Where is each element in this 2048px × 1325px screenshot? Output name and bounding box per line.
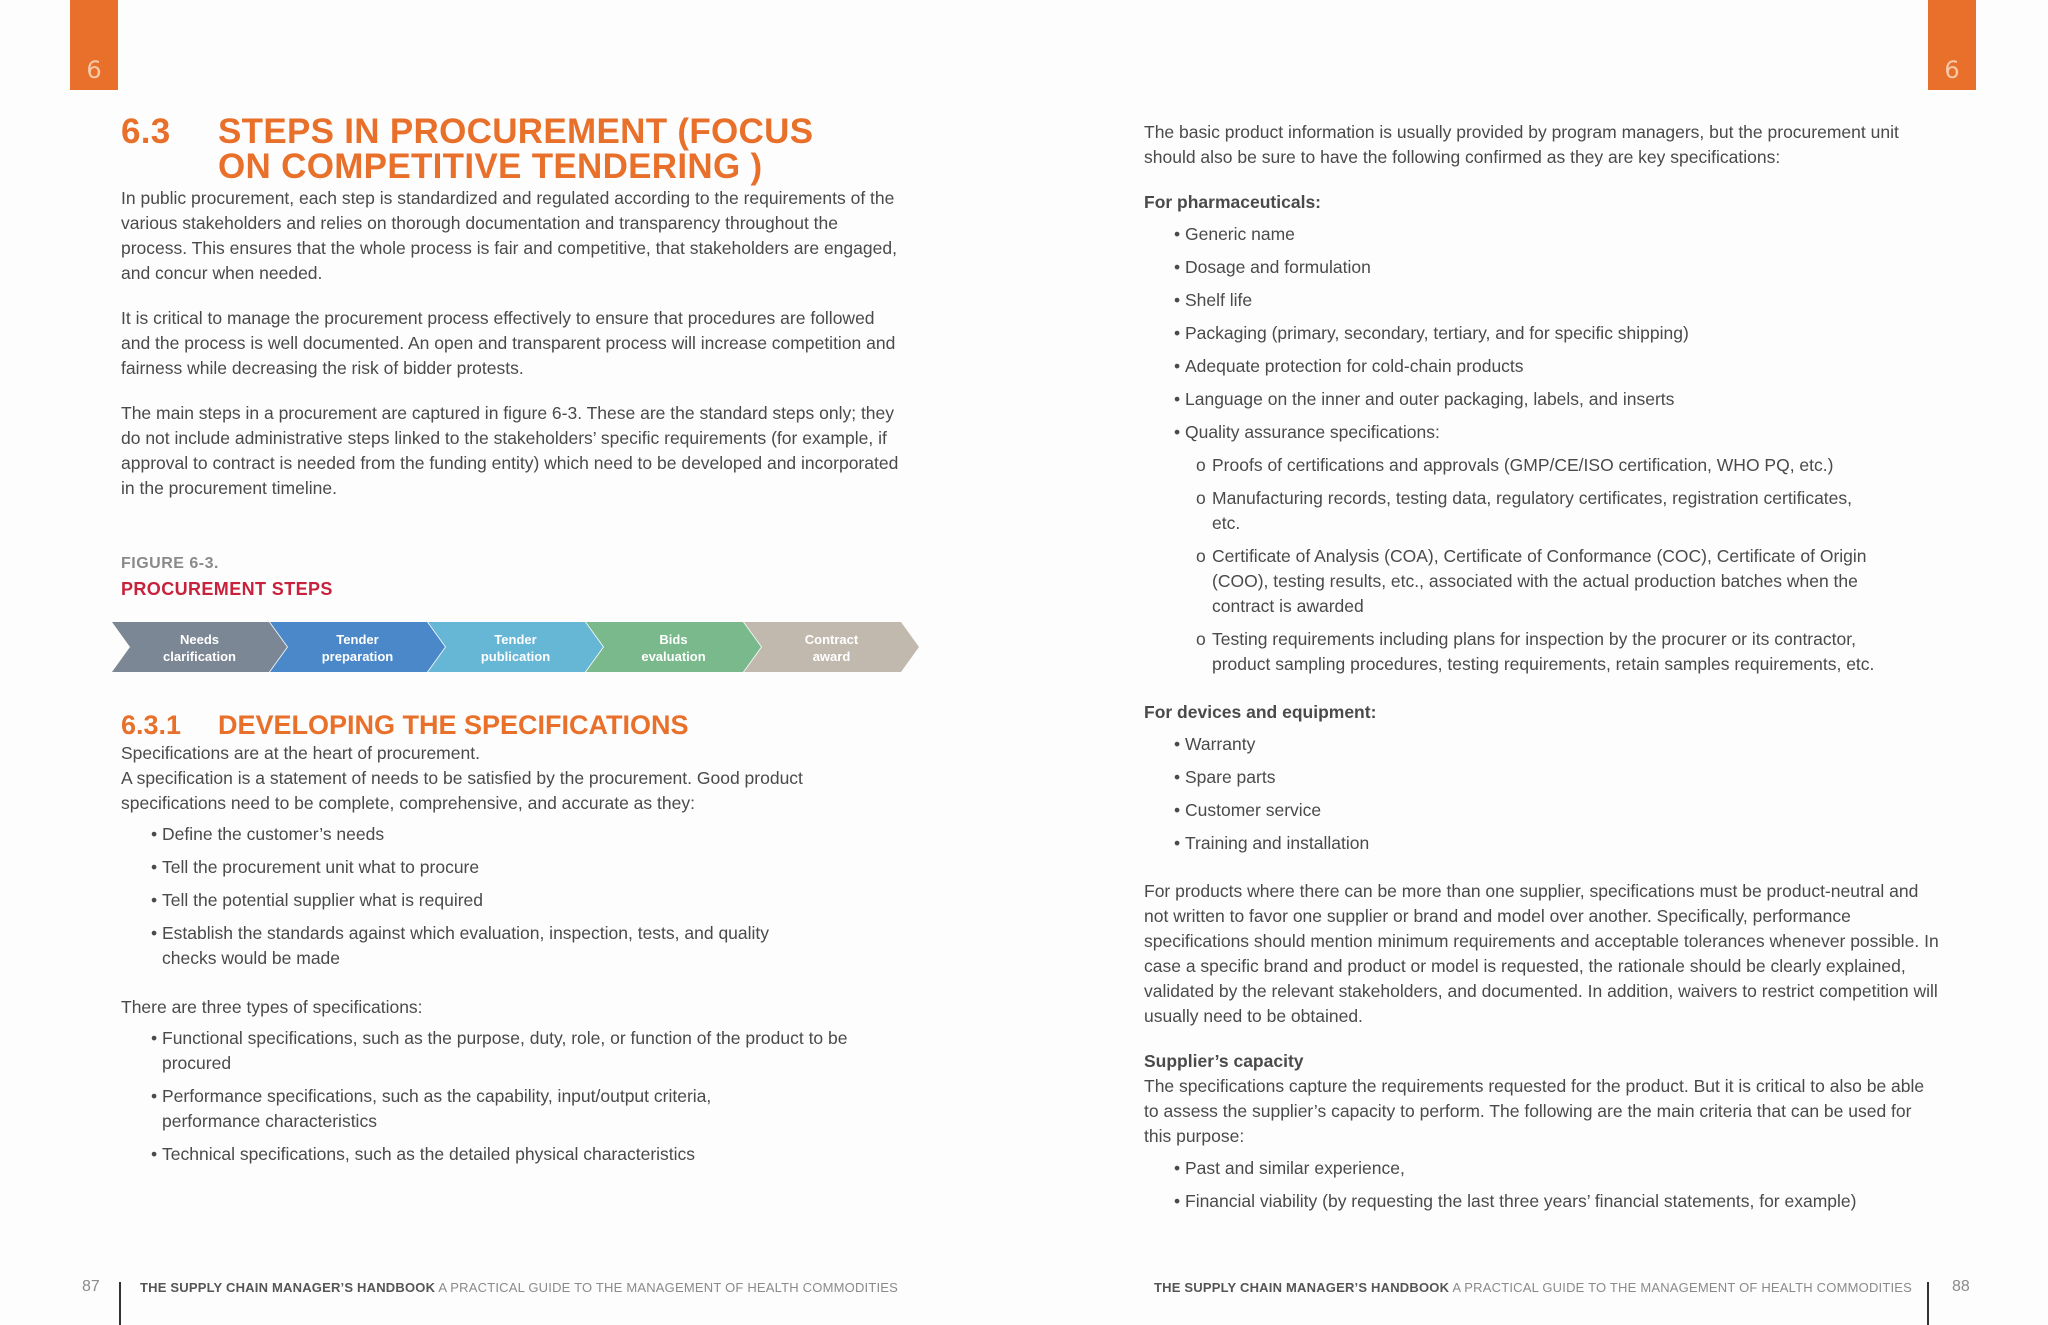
process-step-shape [586, 622, 761, 672]
process-step-4 [586, 622, 761, 672]
footer-subtitle: A PRACTICAL GUIDE TO THE MANAGEMENT OF HEALTH COMMODITIES [1452, 1280, 1913, 1295]
intro-paragraph: The basic product information is usually provided by program managers, but the procurement unit should also be sure to have the following confirmed as they are key specifications: [1144, 122, 1899, 167]
sub-bullet-marker: o [1196, 546, 1206, 566]
list-item [1144, 453, 1884, 478]
devices-heading: For devices and equipment: [1144, 702, 1377, 722]
paragraph-1: In public procurement, each step is standardized and regulated according to the requirements of the various stakeholders and relies on thorough documentation and transparency throughout the process. This ensures that the whole process is fair and competitive, that stakeholders are engaged, and concur when needed. [121, 188, 897, 283]
section-number: 6.3 [121, 112, 171, 151]
chapter-tab-number: 6 [1944, 56, 1960, 84]
process-step-1 [112, 622, 287, 672]
process-step-label: evaluation [641, 649, 706, 664]
process-step-label: clarification [163, 649, 236, 664]
list-item: • Performance specifications, such as the capability, input/output criteria, performance characteristics [121, 1084, 782, 1134]
process-step-label: Tender [336, 632, 379, 647]
list-item: • Tell the procurement unit what to procure [121, 855, 801, 880]
list-item: • Warranty [1144, 732, 1944, 757]
chapter-tab-left [70, 0, 118, 90]
footer-book-title: THE SUPPLY CHAIN MANAGER’S HANDBOOK [1154, 1280, 1450, 1295]
right-column [1144, 120, 1944, 1222]
list-item: • Past and similar experience, [1144, 1156, 1944, 1181]
sub-bullet-text: Manufacturing records, testing data, regulatory certificates, registration certificates, etc. [1212, 488, 1853, 533]
neutral-paragraph: For products where there can be more than one supplier, specifications must be product-neutral and not written to favor one supplier or brand and model over another. Specifically, performance specifications should mention minimum requirements and acceptable tolerances whenever possible. In case a specific brand and product or model is requested, the rationale should be clearly explained, validated by the relevant stakeholders, and documented. In addition, waivers to restrict competition will usually need to be obtained. [1144, 881, 1939, 1026]
spec-intro-2: A specification is a statement of needs to be satisfied by the procurement. Good product specifications need to be complete, comprehensive, and accurate as they: [121, 768, 803, 813]
footer-divider [119, 1282, 121, 1325]
process-step-label: Bids [659, 632, 688, 647]
qa-sub-bullets [1144, 453, 1884, 677]
footer-book-title: THE SUPPLY CHAIN MANAGER’S HANDBOOK [140, 1280, 436, 1295]
paragraph-3: The main steps in a procurement are captured in figure 6-3. These are the standard steps only; they do not include administrative steps linked to the stakeholders’ specific requirements (for example, if approval to contract is needed from the funding entity) which need to be developed and incorporated in the procurement timeline. [121, 403, 899, 498]
sub-bullet-marker: o [1196, 455, 1206, 475]
footer-subtitle: A PRACTICAL GUIDE TO THE MANAGEMENT OF HEALTH COMMODITIES [438, 1280, 899, 1295]
list-item: • Customer service [1144, 798, 1944, 823]
process-step-shape [428, 622, 603, 672]
list-item: • Training and installation [1144, 831, 1944, 856]
pharma-bullets [1144, 222, 1944, 445]
process-step-3 [428, 622, 603, 672]
right-page [1024, 0, 2048, 1325]
list-item: • Dosage and formulation [1144, 255, 1944, 280]
footer-left [140, 1280, 898, 1295]
sub-bullet-text: Proofs of certifications and approvals (GMP/CE/ISO certification, WHO PQ, etc.) [1212, 455, 1834, 475]
capacity-bullets [1144, 1156, 1944, 1214]
list-item: • Shelf life [1144, 288, 1944, 313]
sub-bullet-marker: o [1196, 488, 1206, 508]
page-number-left: 87 [82, 1278, 100, 1295]
sub-bullet-text: Certificate of Analysis (COA), Certificate of Conformance (COC), Certificate of Origin (COO), testing results, etc., associated with the actual production batches when the contract is awarded [1212, 546, 1867, 616]
list-item: • Financial viability (by requesting the last three years’ financial statements, for example) [1144, 1189, 1944, 1214]
list-item: • Quality assurance specifications: [1144, 420, 1944, 445]
list-item: • Establish the standards against which evaluation, inspection, tests, and quality checks would be made [121, 921, 801, 971]
process-step-label: Needs [179, 632, 220, 647]
devices-bullets [1144, 732, 1944, 856]
list-item: • Tell the potential supplier what is required [121, 888, 801, 913]
process-step-shape [270, 622, 445, 672]
procurement-steps-diagram [112, 622, 922, 676]
process-step-label: award [812, 649, 851, 664]
spec-bullets [121, 822, 801, 971]
section-heading [121, 114, 901, 184]
process-step-label: preparation [321, 649, 394, 664]
page-number-right: 88 [1952, 1278, 1970, 1295]
list-item: • Spare parts [1144, 765, 1944, 790]
types-bullets [121, 1026, 901, 1167]
list-item [1144, 544, 1884, 619]
process-step-5 [744, 622, 919, 672]
process-step-label: Contract [804, 632, 859, 647]
list-item [1144, 627, 1884, 677]
paragraph-2: It is critical to manage the procurement process effectively to ensure that procedures are followed and the process is well documented. An open and transparent process will increase competition and fairness while decreasing the risk of bidder protests. [121, 308, 896, 378]
process-step-label: publication [480, 649, 551, 664]
figure-caption [121, 552, 921, 602]
subsection-heading [121, 709, 921, 741]
process-step-shape [112, 622, 287, 672]
section-title-line1: STEPS IN PROCUREMENT (FOCUS [218, 112, 814, 151]
sub-bullet-marker: o [1196, 629, 1206, 649]
sub-bullet-text: Testing requirements including plans for inspection by the procurer or its contractor, product sampling procedures, testing requirements, retain samples requirements, etc. [1212, 629, 1875, 674]
process-step-shape [744, 622, 919, 672]
list-item: • Define the customer’s needs [121, 822, 801, 847]
types-intro: There are three types of specifications: [121, 997, 423, 1017]
section-title-line2: ON COMPETITIVE TENDERING ) [218, 147, 763, 186]
list-item: • Language on the inner and outer packaging, labels, and inserts [1144, 387, 1944, 412]
process-step-label: Tender [494, 632, 537, 647]
list-item: • Packaging (primary, secondary, tertiary, and for specific shipping) [1144, 321, 1944, 346]
subsection [121, 709, 921, 1175]
capacity-paragraph: The specifications capture the requirements requested for the product. But it is critical to also be able to assess the supplier’s capacity to perform. The following are the main criteria that can be used for this purpose: [1144, 1076, 1925, 1146]
list-item: • Technical specifications, such as the detailed physical characteristics [121, 1142, 901, 1167]
spec-intro-1: Specifications are at the heart of procurement. [121, 743, 480, 763]
subsection-title: DEVELOPING THE SPECIFICATIONS [218, 710, 689, 740]
left-column [121, 114, 901, 501]
chapter-tab-right [1928, 0, 1976, 90]
chapter-tab-number: 6 [86, 56, 102, 84]
footer-divider [1927, 1282, 1929, 1325]
capacity-heading: Supplier’s capacity [1144, 1051, 1304, 1071]
list-item: • Adequate protection for cold-chain products [1144, 354, 1944, 379]
footer-right [1154, 1280, 1912, 1295]
figure-title: PROCUREMENT STEPS [121, 579, 333, 599]
process-step-2 [270, 622, 445, 672]
subsection-number: 6.3.1 [121, 710, 182, 740]
list-item [1144, 486, 1884, 536]
list-item: • Functional specifications, such as the purpose, duty, role, or function of the product to be procured [121, 1026, 901, 1076]
pharma-heading: For pharmaceuticals: [1144, 192, 1321, 212]
list-item: • Generic name [1144, 222, 1944, 247]
figure-label: FIGURE 6-3. [121, 555, 219, 572]
